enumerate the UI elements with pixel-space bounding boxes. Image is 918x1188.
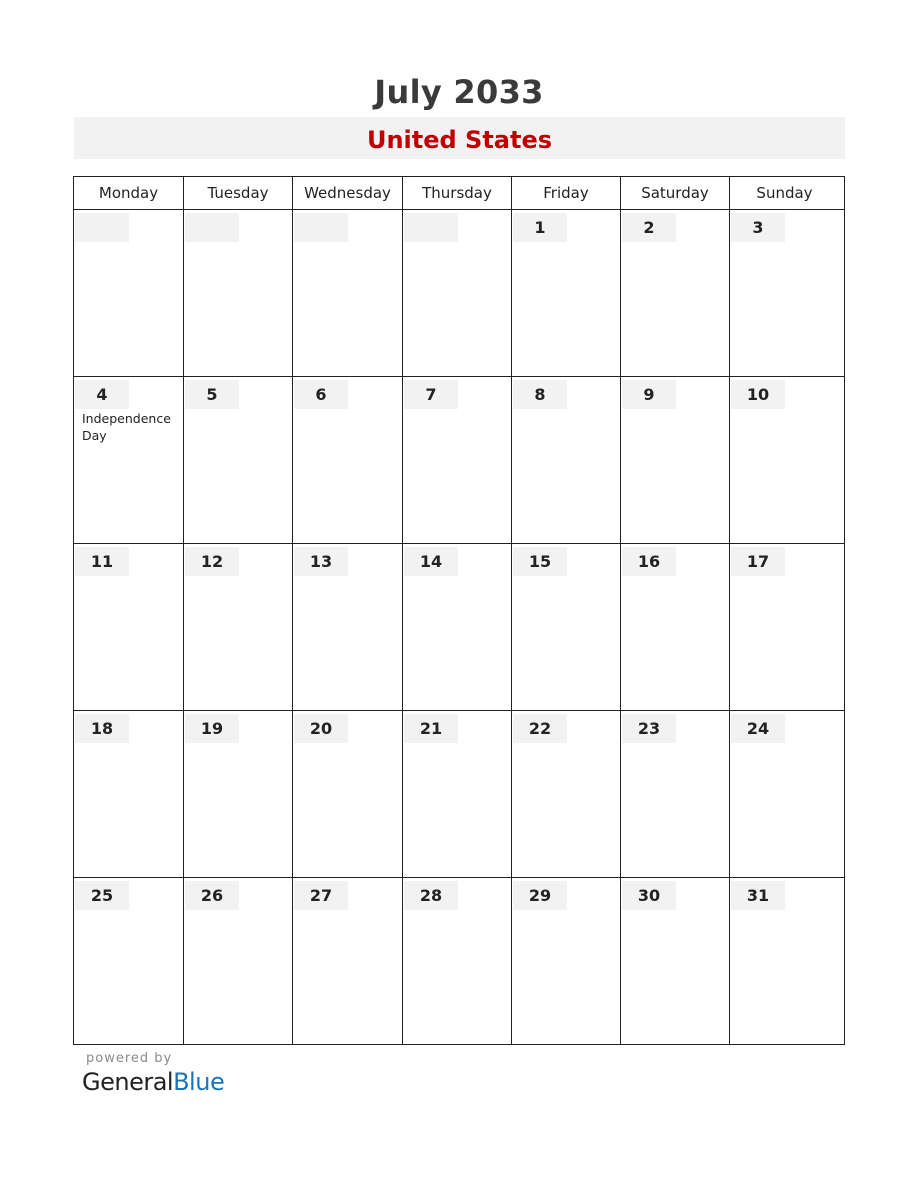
day-number: 31 (731, 881, 785, 910)
day-number: 23 (622, 714, 676, 743)
day-cell (292, 544, 402, 710)
day-number: 16 (622, 547, 676, 576)
day-number: 30 (622, 881, 676, 910)
weekday-header-friday: Friday (511, 177, 620, 209)
logo-text-blue: Blue (173, 1068, 225, 1096)
week-row (74, 210, 844, 377)
weekday-header-row (74, 177, 844, 210)
day-number: 5 (185, 380, 239, 409)
day-number: 21 (404, 714, 458, 743)
day-number: 7 (404, 380, 458, 409)
weekday-header-sunday: Sunday (729, 177, 839, 209)
country-name: United States (366, 126, 553, 154)
weekday-header-thursday: Thursday (402, 177, 511, 209)
day-number: 12 (185, 547, 239, 576)
day-cell (183, 544, 292, 710)
day-number: 9 (622, 380, 676, 409)
week-row (74, 878, 844, 1045)
day-number: 1 (513, 213, 567, 242)
day-cell (620, 711, 729, 877)
holiday-label: Independence Day (82, 411, 171, 443)
day-number (185, 213, 239, 242)
day-cell (74, 878, 183, 1045)
calendar-grid (73, 176, 845, 1045)
day-number: 8 (513, 380, 567, 409)
day-cell (620, 377, 729, 543)
day-number (404, 213, 458, 242)
week-row (74, 544, 844, 711)
day-cell (183, 711, 292, 877)
day-number: 29 (513, 881, 567, 910)
day-cell (74, 210, 183, 376)
generalblue-logo[interactable] (82, 1067, 224, 1097)
day-cell (183, 210, 292, 376)
week-row (74, 377, 844, 544)
day-cell (402, 711, 511, 877)
day-cell (183, 878, 292, 1045)
day-cell (729, 711, 839, 877)
day-cell (620, 210, 729, 376)
day-number: 18 (75, 714, 129, 743)
day-cell (511, 377, 620, 543)
country-banner (74, 117, 845, 159)
day-number: 10 (731, 380, 785, 409)
day-number: 25 (75, 881, 129, 910)
day-cell (511, 210, 620, 376)
day-number: 19 (185, 714, 239, 743)
day-cell (620, 544, 729, 710)
weeks-container (74, 210, 844, 1045)
day-number: 3 (731, 213, 785, 242)
weekday-header-saturday: Saturday (620, 177, 729, 209)
day-number: 4 (75, 380, 129, 409)
day-cell (729, 210, 839, 376)
day-number: 22 (513, 714, 567, 743)
day-cell (511, 544, 620, 710)
day-cell (74, 711, 183, 877)
day-number: 13 (294, 547, 348, 576)
day-cell (183, 377, 292, 543)
day-number: 26 (185, 881, 239, 910)
day-cell (402, 377, 511, 543)
day-cell (292, 711, 402, 877)
day-cell (729, 377, 839, 543)
day-cell (729, 878, 839, 1045)
day-number: 15 (513, 547, 567, 576)
powered-by-text: powered by (86, 1051, 173, 1066)
page-title: July 2033 (374, 73, 544, 111)
day-cell (402, 210, 511, 376)
day-cell (74, 377, 183, 543)
day-number: 20 (294, 714, 348, 743)
weekday-header-tuesday: Tuesday (183, 177, 292, 209)
day-cell (74, 544, 183, 710)
day-number: 6 (294, 380, 348, 409)
day-cell (511, 711, 620, 877)
day-number (294, 213, 348, 242)
weekday-header-wednesday: Wednesday (292, 177, 402, 209)
logo-text-general: General (82, 1068, 174, 1096)
week-row (74, 711, 844, 878)
day-cell (620, 878, 729, 1045)
day-cell (292, 210, 402, 376)
day-cell (292, 377, 402, 543)
day-cell (292, 878, 402, 1045)
day-number: 17 (731, 547, 785, 576)
day-number: 11 (75, 547, 129, 576)
day-number: 27 (294, 881, 348, 910)
day-cell (729, 544, 839, 710)
day-number: 14 (404, 547, 458, 576)
footer-branding (82, 1051, 224, 1097)
day-number (75, 213, 129, 242)
day-number: 24 (731, 714, 785, 743)
day-cell (402, 878, 511, 1045)
day-number: 28 (404, 881, 458, 910)
day-number: 2 (622, 213, 676, 242)
weekday-header-monday: Monday (98, 184, 159, 202)
day-cell (511, 878, 620, 1045)
day-cell (402, 544, 511, 710)
